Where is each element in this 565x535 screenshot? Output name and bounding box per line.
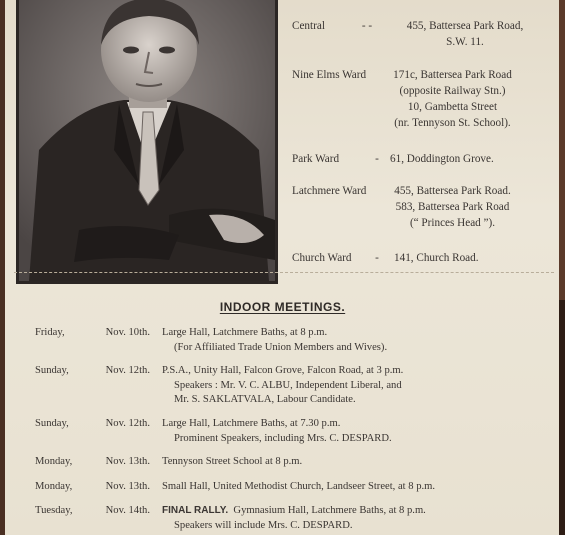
meeting-line: Large Hall, Latchmere Baths, at 8 p.m. (162, 327, 328, 338)
indoor-meetings-title: INDOOR MEETINGS. (219, 300, 346, 314)
ward-address (394, 250, 479, 266)
meeting-line-text: Gymnasium Hall, Latchmere Baths, at 8 p.m. (233, 505, 426, 516)
meeting-details (162, 504, 550, 533)
ward-name: Nine Elms Ward (292, 69, 367, 81)
meeting-line: Mr. S. SAKLATVALA, Labour Candidate. (174, 394, 356, 405)
address-line: 455, Battersea Park Road, (406, 20, 524, 32)
address-line: (“ Princes Head ”). (409, 217, 496, 229)
meeting-details (162, 326, 550, 355)
meeting-day: Friday, (35, 327, 65, 338)
meeting-date: Nov. 14th. (105, 505, 150, 516)
ward-name: Latchmere Ward (292, 185, 367, 197)
section-heading (0, 300, 565, 314)
final-rally-label: FINAL RALLY. (162, 505, 229, 516)
ward-separator: - - (361, 20, 373, 32)
ward-name: Park Ward (292, 153, 340, 165)
page-edge-left (0, 0, 5, 535)
address-line: 171c, Battersea Park Road (393, 69, 512, 81)
section-divider (14, 272, 554, 274)
meeting-line: (For Affiliated Trade Union Members and Wives). (174, 341, 388, 353)
meeting-day: Tuesday, (35, 505, 73, 516)
ward-separator: - (375, 153, 379, 165)
meeting-line: Tennyson Street School at 8 p.m. (162, 456, 303, 467)
page-edge-right (559, 0, 565, 535)
ward-address (375, 183, 530, 231)
address-line: 455, Battersea Park Road. (394, 185, 511, 197)
ward-name: Central (292, 20, 325, 32)
meeting-date: Nov. 13th. (105, 456, 150, 467)
meeting-day: Sunday, (35, 365, 69, 376)
address-line: (nr. Tennyson St. School). (394, 117, 511, 129)
meeting-line: Small Hall, United Methodist Church, Landseer Street, at 8 p.m. (162, 481, 436, 492)
meeting-day: Monday, (35, 481, 73, 492)
address-line: S.W. 11. (446, 36, 484, 48)
meeting-date: Nov. 12th. (105, 418, 150, 429)
meeting-details (162, 455, 550, 470)
address-line: 61, Doddington Grove. (390, 153, 494, 165)
portrait-photo (16, 0, 278, 284)
meeting-line (162, 504, 550, 519)
meeting-date: Nov. 12th. (105, 365, 150, 376)
meeting-details (162, 417, 550, 446)
address-line: 10, Gambetta Street (407, 101, 498, 113)
ward-separator: - (375, 252, 379, 264)
portrait-image (19, 0, 275, 281)
meeting-line: Speakers will include Mrs. C. DESPARD. (174, 519, 353, 531)
ward-address (390, 18, 540, 50)
ward-address (375, 67, 530, 131)
meeting-line: Large Hall, Latchmere Baths, at 7.30 p.m. (162, 418, 341, 429)
meeting-details (162, 480, 550, 495)
meeting-line: Speakers : Mr. V. C. ALBU, Independent Liberal, and (174, 379, 402, 391)
meeting-details (162, 364, 550, 408)
meeting-line: Prominent Speakers, including Mrs. C. DESPARD. (174, 432, 392, 444)
meeting-day: Monday, (35, 456, 73, 467)
address-line: 141, Church Road. (394, 252, 479, 264)
meeting-date: Nov. 13th. (105, 481, 150, 492)
meeting-line: P.S.A., Unity Hall, Falcon Grove, Falcon Road, at 3 p.m. (162, 365, 404, 376)
meeting-day: Sunday, (35, 418, 69, 429)
ward-address (390, 151, 494, 167)
meeting-date: Nov. 10th. (105, 327, 150, 338)
ward-name: Church Ward (292, 252, 352, 264)
address-line: (opposite Railway Stn.) (399, 85, 506, 97)
address-line: 583, Battersea Park Road (395, 201, 510, 213)
